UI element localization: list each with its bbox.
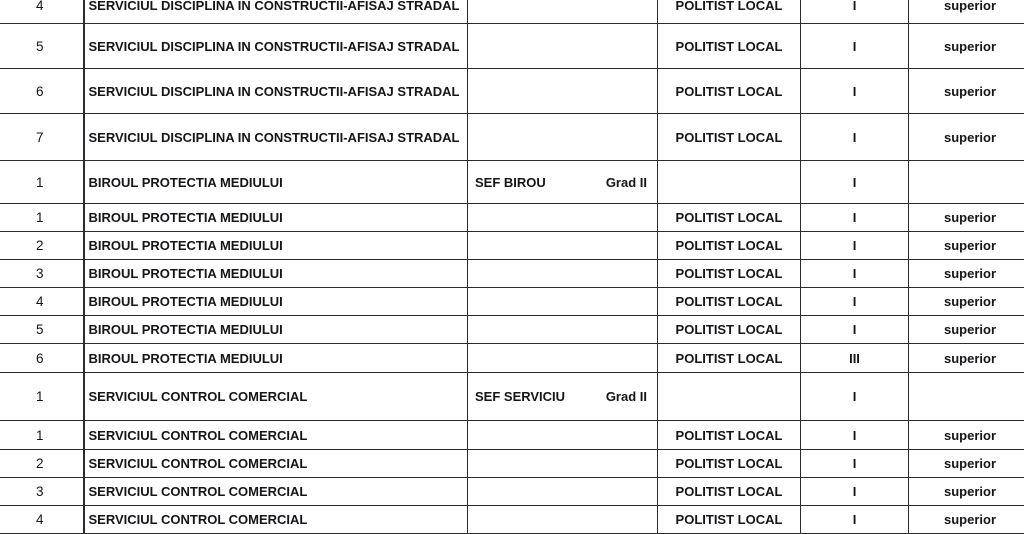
execution-function-cell: POLITIST LOCAL xyxy=(658,316,801,344)
execution-function-cell: POLITIST LOCAL xyxy=(658,288,801,316)
execution-function-cell: POLITIST LOCAL xyxy=(658,24,801,69)
education-level-cell: superior xyxy=(909,260,1024,288)
leadership-function-cell xyxy=(468,373,658,421)
department-cell: BIROUL PROTECTIA MEDIULUI xyxy=(84,161,468,204)
table-row xyxy=(0,0,1024,24)
leadership-grade: Grad II xyxy=(606,175,647,190)
leadership-function-cell xyxy=(468,161,658,204)
execution-function-cell: POLITIST LOCAL xyxy=(658,260,801,288)
education-level-cell: superior xyxy=(909,69,1024,114)
table-row xyxy=(0,506,1024,534)
row-number-cell: 5 xyxy=(0,316,84,344)
education-level-cell: superior xyxy=(909,24,1024,69)
class-cell: I xyxy=(801,288,909,316)
department-cell: SERVICIUL DISCIPLINA IN CONSTRUCTII-AFISAJ STRADAL xyxy=(84,24,468,69)
education-level-cell: superior xyxy=(909,288,1024,316)
table-row xyxy=(0,69,1024,114)
education-level-cell: superior xyxy=(909,0,1024,24)
leadership-function-cell xyxy=(468,0,658,24)
table-row xyxy=(0,478,1024,506)
row-number-cell: 1 xyxy=(0,373,84,421)
table-row xyxy=(0,114,1024,161)
leadership-function-cell xyxy=(468,316,658,344)
table-row xyxy=(0,161,1024,204)
education-level-cell: superior xyxy=(909,478,1024,506)
execution-function-cell: POLITIST LOCAL xyxy=(658,506,801,534)
class-cell: I xyxy=(801,478,909,506)
education-level-cell: superior xyxy=(909,204,1024,232)
execution-function-cell xyxy=(658,373,801,421)
execution-function-cell: POLITIST LOCAL xyxy=(658,232,801,260)
department-cell: BIROUL PROTECTIA MEDIULUI xyxy=(84,288,468,316)
education-level-cell: superior xyxy=(909,114,1024,161)
table-row xyxy=(0,288,1024,316)
department-cell: SERVICIUL CONTROL COMERCIAL xyxy=(84,478,468,506)
class-cell: I xyxy=(801,316,909,344)
execution-function-cell: POLITIST LOCAL xyxy=(658,0,801,24)
education-level-cell: superior xyxy=(909,316,1024,344)
leadership-function-cell xyxy=(468,232,658,260)
department-cell: SERVICIUL CONTROL COMERCIAL xyxy=(84,373,468,421)
leadership-function-cell xyxy=(468,288,658,316)
leadership-title: SEF BIROU xyxy=(472,175,546,190)
department-cell: SERVICIUL CONTROL COMERCIAL xyxy=(84,450,468,478)
execution-function-cell: POLITIST LOCAL xyxy=(658,478,801,506)
class-cell: I xyxy=(801,421,909,450)
department-cell: SERVICIUL DISCIPLINA IN CONSTRUCTII-AFISAJ STRADAL xyxy=(84,0,468,24)
execution-function-cell xyxy=(658,161,801,204)
leadership-function-cell xyxy=(468,69,658,114)
table-row xyxy=(0,316,1024,344)
education-level-cell: superior xyxy=(909,232,1024,260)
department-cell: SERVICIUL CONTROL COMERCIAL xyxy=(84,506,468,534)
table-row xyxy=(0,24,1024,69)
row-number-cell: 3 xyxy=(0,478,84,506)
row-number-cell: 4 xyxy=(0,506,84,534)
row-number-cell: 2 xyxy=(0,232,84,260)
leadership-function-cell xyxy=(468,344,658,373)
department-cell: SERVICIUL CONTROL COMERCIAL xyxy=(84,421,468,450)
education-level-cell xyxy=(909,161,1024,204)
row-number-cell: 7 xyxy=(0,114,84,161)
leadership-function-cell xyxy=(468,450,658,478)
row-number-cell: 6 xyxy=(0,344,84,373)
execution-function-cell: POLITIST LOCAL xyxy=(658,204,801,232)
department-cell: BIROUL PROTECTIA MEDIULUI xyxy=(84,344,468,373)
table-row xyxy=(0,260,1024,288)
leadership-function-cell xyxy=(468,204,658,232)
leadership-function-cell xyxy=(468,506,658,534)
department-cell: BIROUL PROTECTIA MEDIULUI xyxy=(84,260,468,288)
class-cell: I xyxy=(801,0,909,24)
department-cell: SERVICIUL DISCIPLINA IN CONSTRUCTII-AFISAJ STRADAL xyxy=(84,69,468,114)
education-level-cell: superior xyxy=(909,450,1024,478)
leadership-grade: Grad II xyxy=(606,389,647,404)
row-number-cell: 5 xyxy=(0,24,84,69)
leadership-title: SEF SERVICIU xyxy=(472,389,565,404)
education-level-cell: superior xyxy=(909,344,1024,373)
table-row xyxy=(0,450,1024,478)
execution-function-cell: POLITIST LOCAL xyxy=(658,450,801,478)
class-cell: III xyxy=(801,344,909,373)
row-number-cell: 1 xyxy=(0,161,84,204)
department-cell: BIROUL PROTECTIA MEDIULUI xyxy=(84,232,468,260)
table-row xyxy=(0,373,1024,421)
table-row xyxy=(0,421,1024,450)
row-number-cell: 1 xyxy=(0,421,84,450)
table-row xyxy=(0,232,1024,260)
row-number-cell: 4 xyxy=(0,0,84,24)
leadership-function-cell xyxy=(468,478,658,506)
leadership-function-cell xyxy=(468,114,658,161)
row-number-cell: 4 xyxy=(0,288,84,316)
department-cell: BIROUL PROTECTIA MEDIULUI xyxy=(84,204,468,232)
class-cell: I xyxy=(801,114,909,161)
class-cell: I xyxy=(801,506,909,534)
class-cell: I xyxy=(801,161,909,204)
department-cell: BIROUL PROTECTIA MEDIULUI xyxy=(84,316,468,344)
class-cell: I xyxy=(801,204,909,232)
education-level-cell: superior xyxy=(909,421,1024,450)
row-number-cell: 2 xyxy=(0,450,84,478)
department-cell: SERVICIUL DISCIPLINA IN CONSTRUCTII-AFISAJ STRADAL xyxy=(84,114,468,161)
education-level-cell: superior xyxy=(909,506,1024,534)
education-level-cell xyxy=(909,373,1024,421)
table-row xyxy=(0,344,1024,373)
row-number-cell: 3 xyxy=(0,260,84,288)
class-cell: I xyxy=(801,450,909,478)
leadership-function-cell xyxy=(468,421,658,450)
table-row xyxy=(0,204,1024,232)
execution-function-cell: POLITIST LOCAL xyxy=(658,344,801,373)
class-cell: I xyxy=(801,24,909,69)
row-number-cell: 6 xyxy=(0,69,84,114)
leadership-function-cell xyxy=(468,24,658,69)
class-cell: I xyxy=(801,232,909,260)
row-number-cell: 1 xyxy=(0,204,84,232)
class-cell: I xyxy=(801,373,909,421)
leadership-function-cell xyxy=(468,260,658,288)
class-cell: I xyxy=(801,69,909,114)
execution-function-cell: POLITIST LOCAL xyxy=(658,69,801,114)
execution-function-cell: POLITIST LOCAL xyxy=(658,421,801,450)
execution-function-cell: POLITIST LOCAL xyxy=(658,114,801,161)
class-cell: I xyxy=(801,260,909,288)
